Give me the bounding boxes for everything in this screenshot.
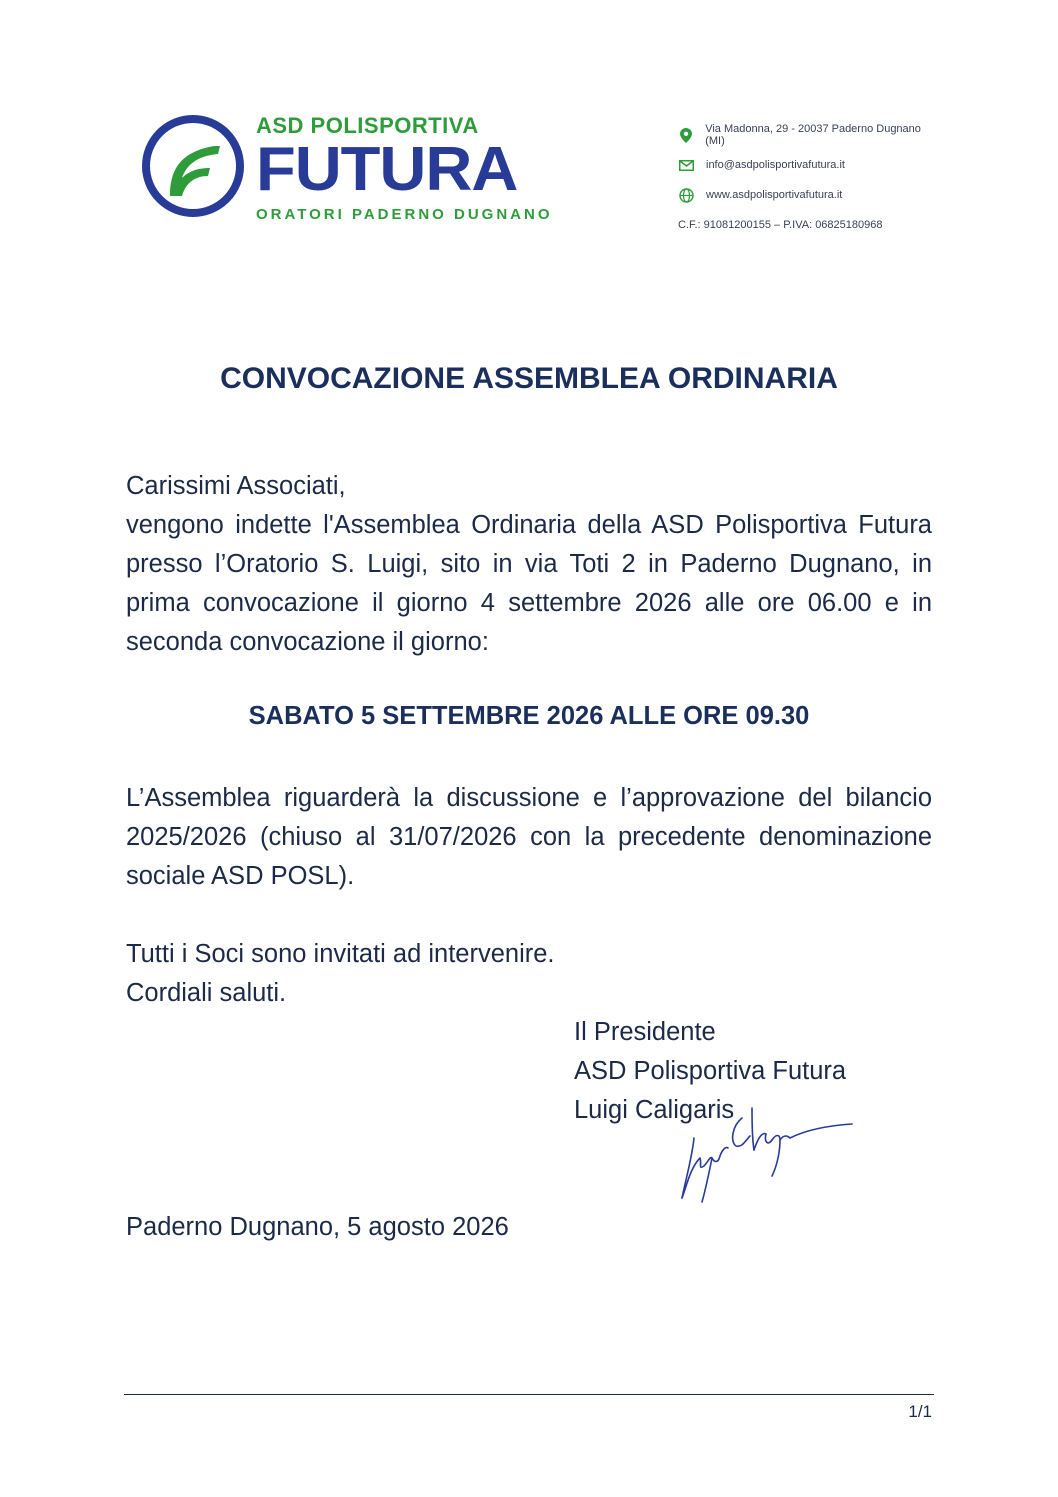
signer-org: ASD Polisportiva Futura: [574, 1057, 847, 1085]
contact-fiscal: [678, 210, 932, 240]
paragraph-agenda: L’Assemblea riguarderà la discussione e l’approvazione del bilancio 2025/2026 (chiuso al 31/07/2026 con la precedente denominazione sociale ASD POSL).: [126, 784, 932, 890]
map-pin-icon: [678, 127, 693, 143]
handwritten-signature: [672, 1098, 862, 1208]
address-text: Via Madonna, 29 - 20037 Paderno Dugnano (MI): [705, 123, 921, 147]
contact-email: [678, 150, 932, 180]
globe-icon: [678, 187, 694, 203]
place-date: Paderno Dugnano, 5 agosto 2026: [126, 1213, 509, 1241]
meeting-date-highlight: SABATO 5 SETTEMBRE 2026 ALLE ORE 09.30: [248, 702, 810, 730]
contact-address: [678, 120, 932, 150]
futura-f-logo-icon: [140, 112, 246, 220]
page-number: 1/1: [908, 1402, 932, 1421]
letterhead: [126, 100, 932, 235]
brand-block: [256, 114, 553, 224]
brand-sub: ORATORI PADERNO DUGNANO: [256, 206, 553, 223]
footer-divider: [124, 1394, 934, 1395]
brand-top: ASD POLISPORTIVA: [256, 113, 479, 138]
invite-line: Tutti i Soci sono invitati ad intervenire.: [126, 940, 555, 968]
regards-line: Cordiali saluti.: [126, 979, 287, 1007]
envelope-icon: [678, 157, 694, 173]
paragraph-convocation: vengono indette l'Assemblea Ordinaria della ASD Polisportiva Futura presso l’Oratorio S. Luigi, sito in via Toti 2 in Paderno Dugnano, in prima convocazione il giorno 4 settembre 2026 alle ore 06.00 e in seconda convocazione il giorno:: [126, 511, 932, 656]
brand-main: FUTURA: [256, 135, 518, 204]
contact-info: [678, 120, 932, 240]
page-title: CONVOCAZIONE ASSEMBLEA ORDINARIA: [220, 362, 838, 395]
email-text[interactable]: info@asdpolisportivafutura.it: [706, 159, 845, 171]
contact-website: [678, 180, 932, 210]
greeting: Carissimi Associati,: [126, 472, 346, 500]
signer-role: Il Presidente: [574, 1018, 716, 1046]
website-text[interactable]: www.asdpolisportivafutura.it: [706, 189, 843, 201]
fiscal-text: C.F.: 91081200155 – P.IVA: 06825180968: [678, 219, 883, 231]
signer-name: Luigi Caligaris: [574, 1096, 735, 1124]
